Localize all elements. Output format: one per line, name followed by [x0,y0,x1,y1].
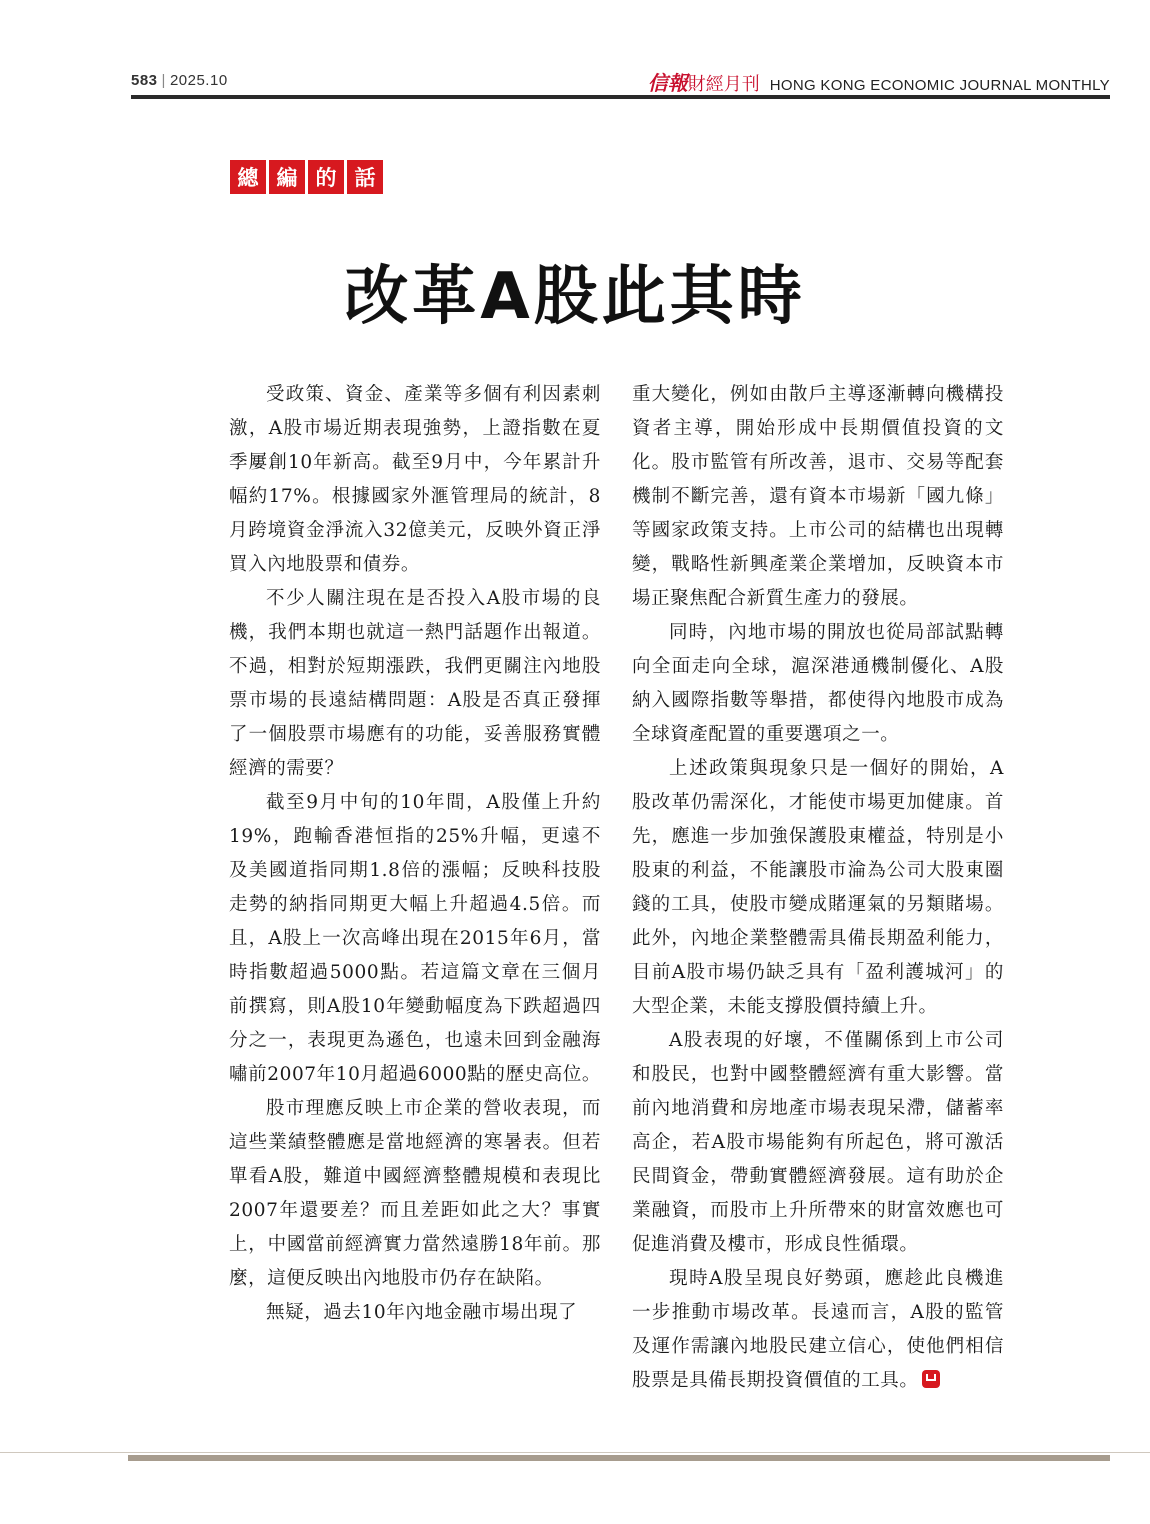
column-tag-char: 總 [230,160,266,194]
page-info [131,72,228,89]
paragraph: 受政策、資金、產業等多個有利因素刺激，A股市場近期表現強勢，上證指數在夏季屢創10年新高。截至9月中，今年累計升幅約17%。根據國家外滙管理局的統計，8月跨境資金淨流入32億美元，反映外資正淨買入內地股票和債券。 [229,384,601,575]
paragraph: 不少人關注現在是否投入A股市場的良機，我們本期也就這一熱門話題作出報道。不過，相對於短期漲跌，我們更關注內地股票市場的長遠結構問題：A股是否真正發揮了一個股票市場應有的功能，妥善服務實體經濟的需要？ [229,588,601,779]
publication-brand [648,67,1110,96]
paragraph: 股市理應反映上市企業的營收表現，而這些業績整體應是當地經濟的寒暑表。但若單看A股，難道中國經濟整體規模和表現比2007年還要差？而且差距如此之大？事實上，中國當前經濟實力當然遠勝18年前。那麼，這便反映出內地股市仍存在缺陷。 [229,1098,601,1289]
brand-logo: 信報 [647,73,688,95]
column-tag-char: 話 [347,160,383,194]
column-tag [230,160,383,194]
column-tag-char: 編 [269,160,305,194]
paragraph: A股表現的好壞，不僅關係到上市公司和股民，也對中國整體經濟有重大影響。當前內地消費和房地產市場表現呆滯，儲蓄率高企，若A股市場能夠有所起色，將可激活民間資金，帶動實體經濟發展。這有助於企業融資，而股市上升所帶來的財富效應也可促進消費及樓市，形成良性循環。 [632,1030,1004,1255]
header-separator: | [161,72,166,89]
end-mark-icon [922,1370,940,1388]
article-title: 改革A股此其時 [344,260,806,334]
paragraph-final [632,1262,1004,1398]
paragraph: 截至9月中旬的10年間，A股僅上升約19%，跑輸香港恒指的25%升幅，更遠不及美國道指同期1.8倍的漲幅；反映科技股走勢的納指同期更大幅上升超過4.5倍。而且，A股上一次高峰出現在2015年6月，當時指數超過5000點。若這篇文章在三個月前撰寫，則A股10年變動幅度為下跌超過四分之一，表現更為遜色，也遠未回到金融海嘯前2007年10月超過6000點的歷史高位。 [229,792,602,1085]
paragraph: 無疑，過去10年內地金融市場出現了 [266,1302,578,1323]
article-column-left [229,378,601,1330]
issue-date: 2025.10 [169,72,228,89]
header-rule [131,95,1110,99]
paragraph: 同時，內地市場的開放也從局部試點轉向全面走向全球，滬深港通機制優化、A股納入國際指數等舉措，都使得內地股市成為全球資產配置的重要選項之一。 [632,622,1004,745]
paragraph-continued: 重大變化，例如由散戶主導逐漸轉向機構投資者主導，開始形成中長期價值投資的文化。股市監管有所改善，退市、交易等配套機制不斷完善，還有資本市場新「國九條」等國家政策支持。上市公司的結構也出現轉變，戰略性新興產業企業增加，反映資本市場正聚焦配合新質生產力的發展。 [632,384,1004,609]
final-paragraph-text: 現時A股呈現良好勢頭，應趁此良機進一步推動市場改革。長遠而言，A股的監管及運作需讓內地股民建立信心，使他們相信股票是具備長期投資價值的工具。 [632,1268,1004,1391]
footer-bar [128,1455,1110,1461]
brand-english-name: HONG KONG ECONOMIC JOURNAL MONTHLY [769,77,1110,94]
brand-subtitle: 財經月刊 [687,74,760,94]
paragraph: 上述政策與現象只是一個好的開始，A股改革仍需深化，才能使市場更加健康。首先，應進一步加強保護股東權益，特別是小股東的利益，不能讓股市淪為公司大股東圈錢的工具，使股市變成賭運氣的另類賭場。此外，內地企業整體需具備長期盈利能力，目前A股市場仍缺乏具有「盈利護城河」的大型企業，未能支撐股價持續上升。 [632,758,1004,1017]
footer-rule [0,1452,1150,1453]
column-tag-char: 的 [308,160,344,194]
article-column-right [632,378,1004,1398]
page-number: 583 [131,72,158,89]
